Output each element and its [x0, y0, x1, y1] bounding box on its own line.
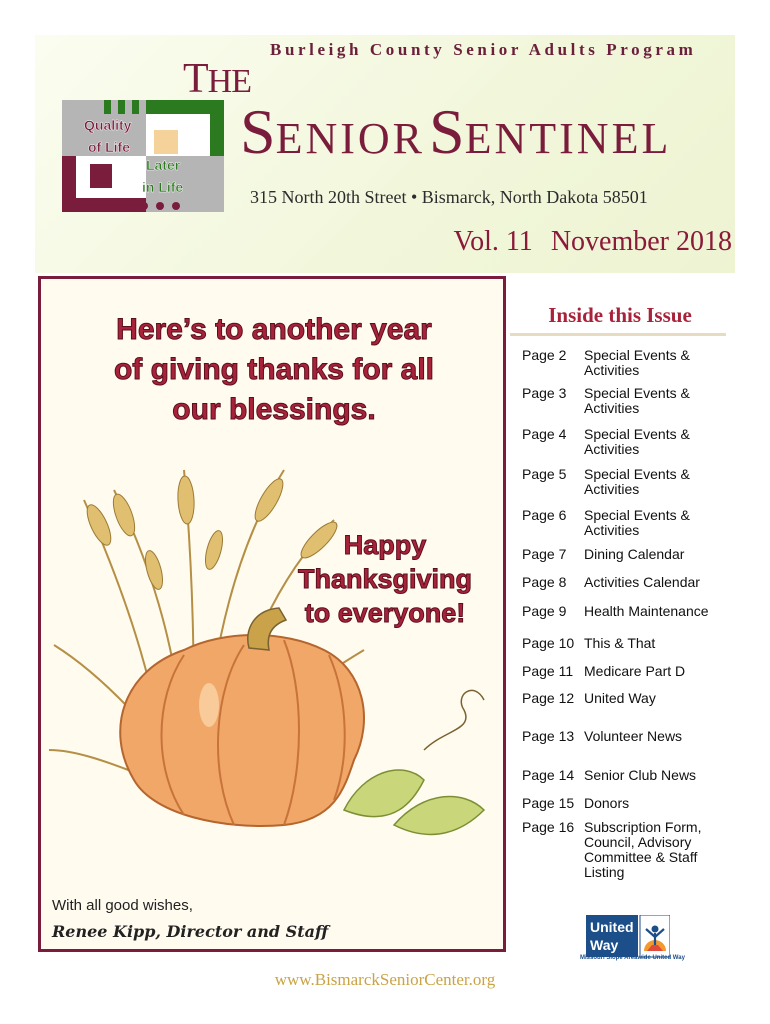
- headline-line: our blessings.: [172, 393, 376, 426]
- logo-text-of-life: of Life: [88, 139, 130, 155]
- toc-title: United Way: [584, 690, 656, 706]
- toc-page: Page 5: [522, 466, 567, 482]
- toc-title: Special Events & Activities: [584, 385, 690, 416]
- happy-line: to everyone!: [304, 598, 466, 628]
- toc-page: Page 14: [522, 767, 575, 783]
- the-rest: HE: [207, 63, 251, 100]
- address: 315 North 20th Street • Bismarck, North Dakota 58501: [250, 187, 648, 207]
- pumpkin-icon: [120, 608, 364, 826]
- title-word-senior: ENIOR: [275, 114, 426, 163]
- toc-page: Page 2: [522, 347, 567, 363]
- leaf-icon: [344, 770, 484, 834]
- toc-page: Page 11: [522, 663, 574, 679]
- title-word-sentinel: ENTINEL: [464, 114, 672, 163]
- logo-text-later: Later: [146, 157, 181, 173]
- signature: Renee Kipp, Director and Staff: [52, 922, 329, 941]
- headline-line: of giving thanks for all: [113, 353, 435, 386]
- toc-title: Special Events & Activities: [584, 347, 690, 378]
- toc-title: This & That: [584, 635, 656, 651]
- issue-date: November 2018: [550, 226, 732, 257]
- toc-title: Special Events & Activities: [584, 466, 690, 497]
- toc-title: Donors: [584, 795, 630, 811]
- title-initial-s1: S: [240, 96, 276, 167]
- toc-page: Page 13: [522, 728, 575, 744]
- united-way-word-2: Way: [590, 937, 619, 953]
- toc-title: Volunteer News: [584, 728, 683, 744]
- toc-page: Page 7: [522, 546, 567, 562]
- happy-line: Thanksgiving: [297, 564, 473, 594]
- thanksgiving-pumpkin-illustration: [44, 430, 500, 850]
- newsletter-title: [240, 95, 671, 169]
- website-link[interactable]: www.BismarckSeniorCenter.org: [274, 970, 496, 989]
- toc-page: Page 9: [522, 603, 567, 619]
- happy-thanksgiving-message: [270, 528, 500, 630]
- united-way-word-1: United: [590, 919, 634, 935]
- feature-headline: [56, 310, 492, 430]
- toc-page: Page 8: [522, 574, 567, 590]
- the-initial: T: [183, 56, 208, 102]
- happy-line: Happy: [343, 530, 427, 560]
- volume-and-date: [453, 226, 732, 258]
- toc-page: Page 6: [522, 507, 567, 523]
- closing-wishes: With all good wishes,: [52, 897, 193, 914]
- united-way-caption: Missouri Slope Areawide United Way: [580, 955, 685, 961]
- toc-title: Medicare Part D: [584, 663, 686, 679]
- toc-page: Page 12: [522, 690, 575, 706]
- toc-title: Special Events & Activities: [584, 426, 690, 457]
- inside-this-issue-heading: Inside this Issue: [548, 303, 692, 327]
- logo-text-in-life: in Life: [142, 179, 184, 195]
- volume-number: Vol. 11: [453, 226, 533, 257]
- toc-title: Dining Calendar: [584, 546, 685, 562]
- toc-title: Special Events & Activities: [584, 507, 690, 538]
- quality-of-life-logo: [62, 100, 224, 212]
- logo-text-quality: Quality: [84, 117, 132, 133]
- toc-title: Health Maintenance: [584, 603, 709, 619]
- toc-title: Senior Club News: [584, 767, 697, 783]
- heading-divider: [510, 333, 726, 336]
- toc-page: Page 10: [522, 635, 575, 651]
- toc-page: Page 15: [522, 795, 575, 811]
- toc-title: Activities Calendar: [584, 574, 700, 590]
- toc-page: Page 3: [522, 385, 567, 401]
- title-initial-s2: S: [429, 96, 465, 167]
- toc-page: Page 16: [522, 819, 575, 835]
- program-title: Burleigh County Senior Adults Program: [270, 40, 697, 59]
- headline-line: Here’s to another year: [116, 313, 432, 346]
- toc-title: Subscription Form, Council, Advisory Committee & Staff Listing: [584, 819, 702, 880]
- toc-page: Page 4: [522, 426, 567, 442]
